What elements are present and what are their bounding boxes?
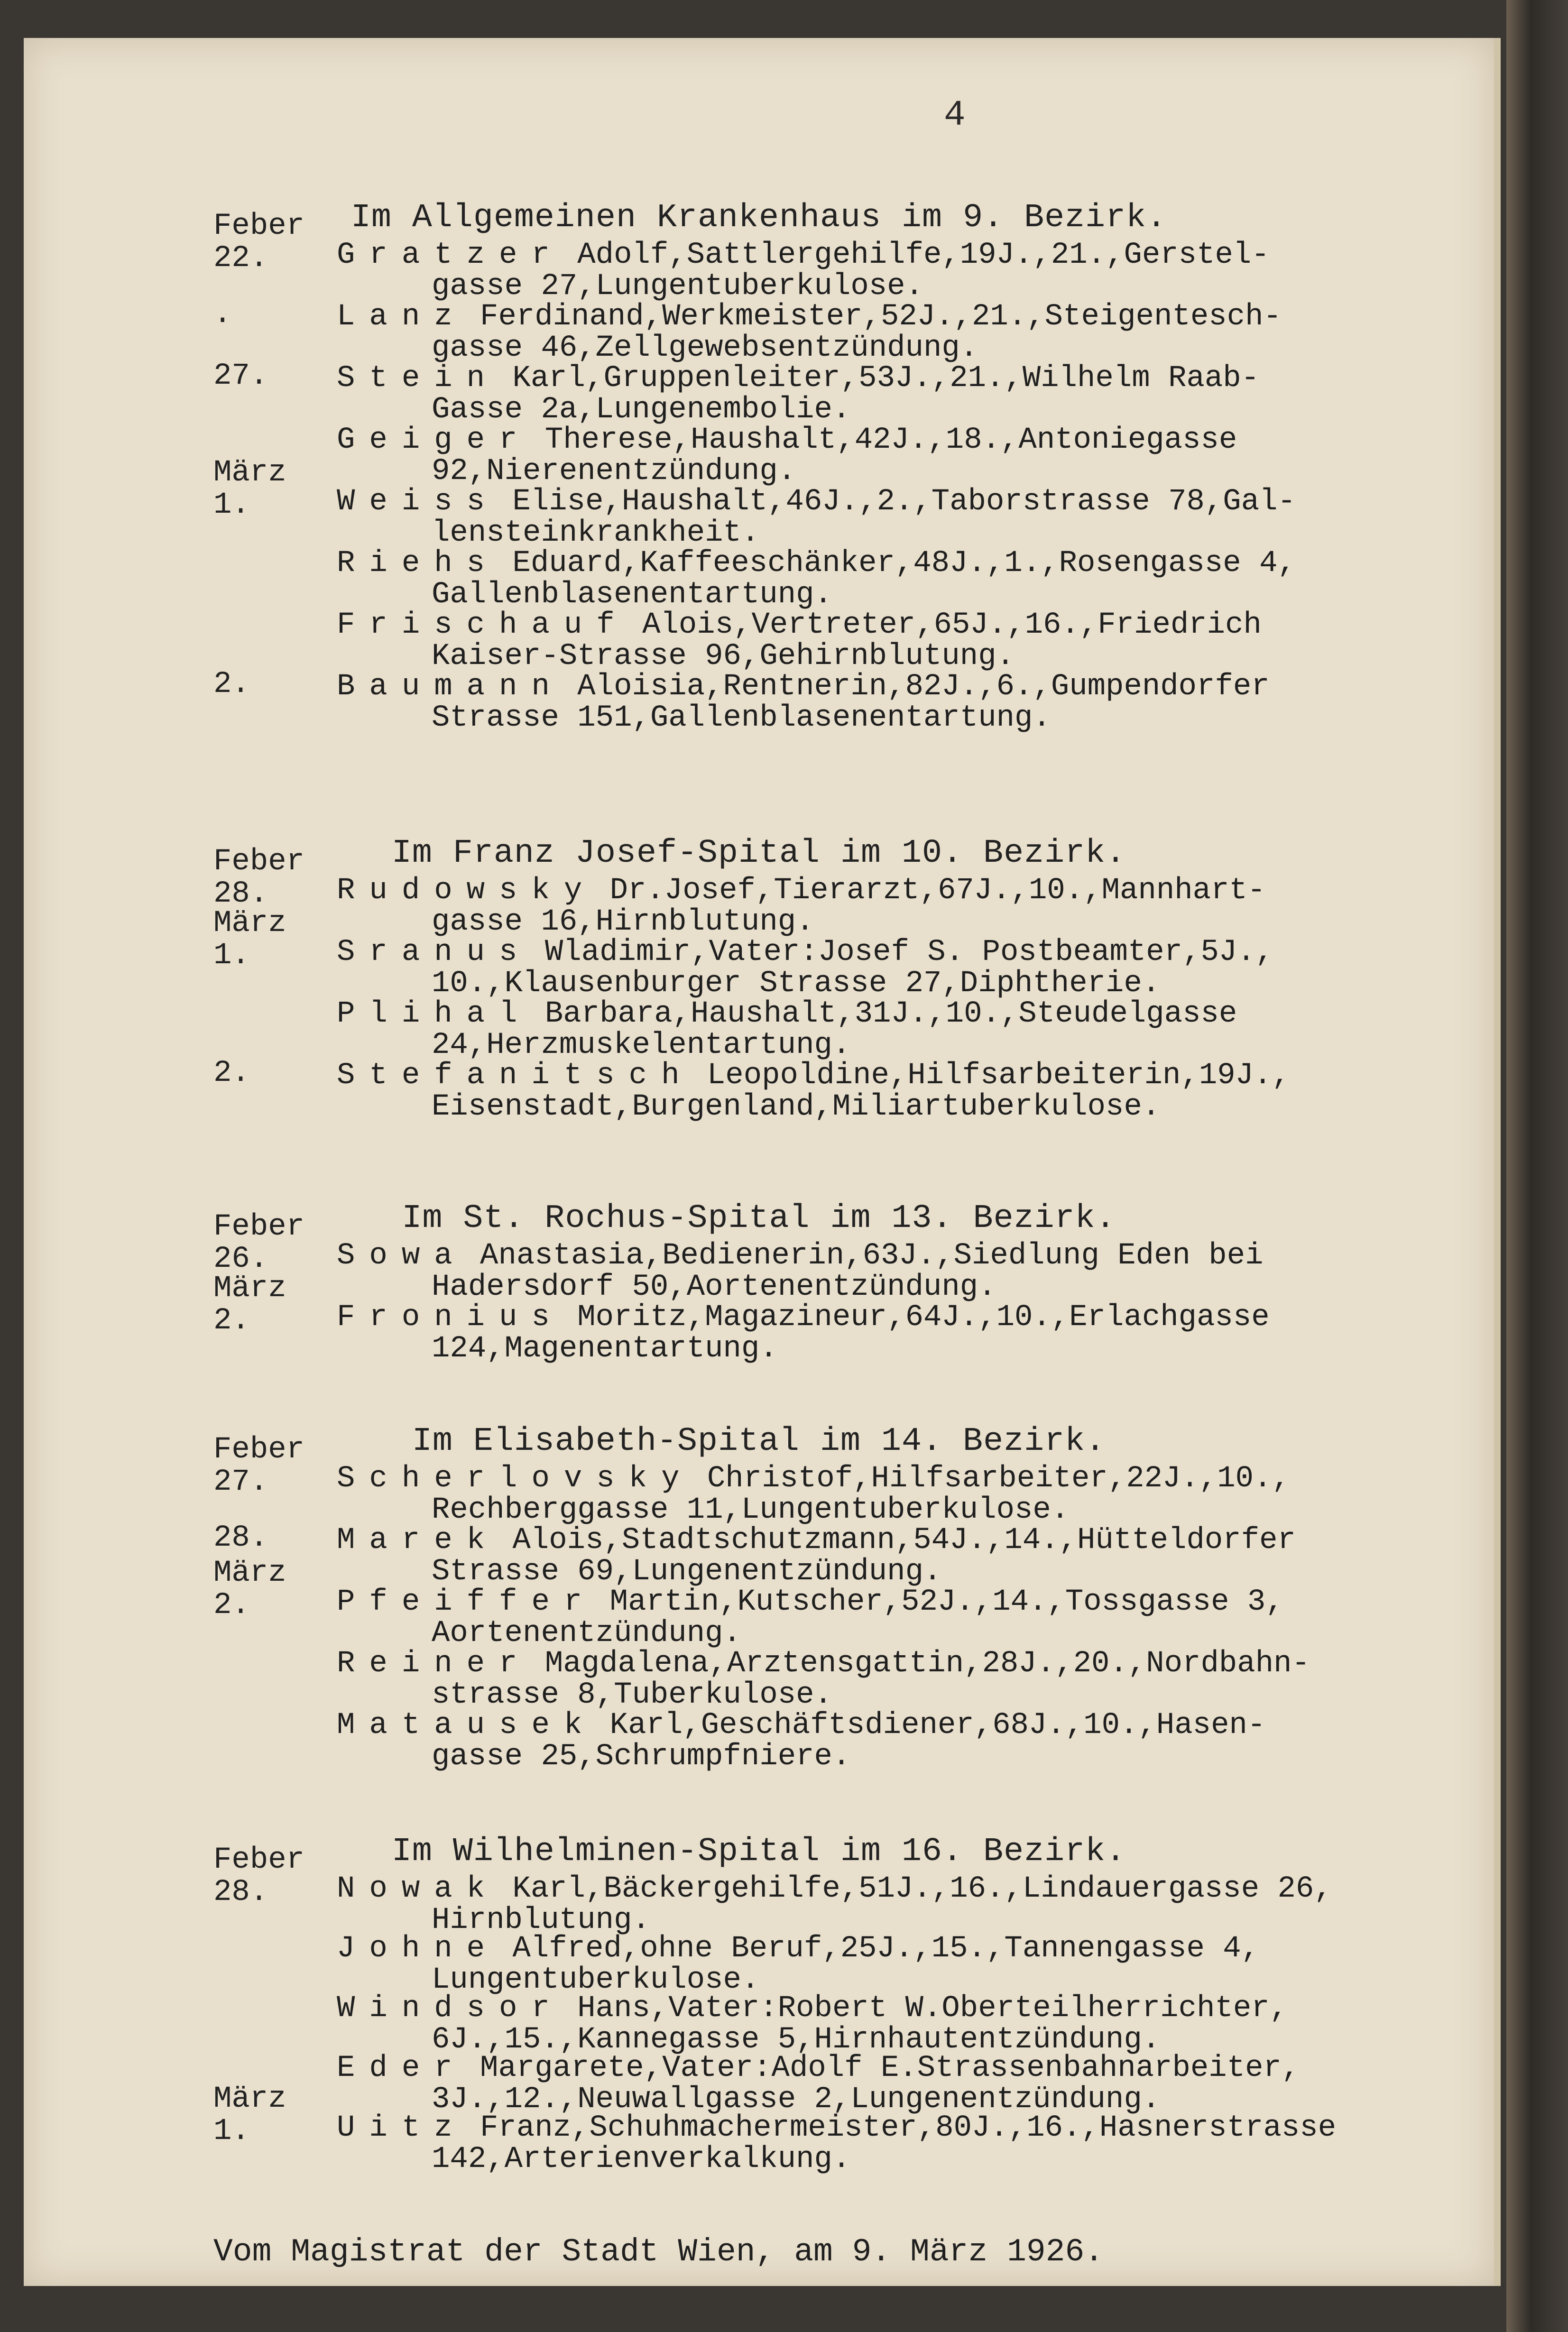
surname: Fronius [337,1300,564,1335]
entry-details: Christof,Hilfsarbeiter,22J.,10., [689,1462,1290,1496]
entry-line-2: Lungentuberkulose. [432,1963,760,1997]
entry-line-1 [337,937,1437,968]
entry-line-1 [337,1710,1437,1741]
entry-line-1 [337,301,1437,332]
section-heading: Im Allgemeinen Krankenhaus im 9. Bezirk. [350,199,1167,237]
entry-details: Moritz,Magazineur,64J.,10.,Erlachgasse [559,1300,1270,1335]
death-entry [24,359,1494,427]
surname: Matausek [337,1708,597,1742]
surname: Stefanitsch [337,1059,694,1093]
entry-details: Alois,Vertreter,65J.,16.,Friedrich [624,608,1262,642]
entry-date: Feber 28. [213,845,305,911]
entry-details: Karl,Bäckergehilfe,51J.,16.,Lindauergasse 26, [494,1872,1332,1906]
entry-line-2: Kaiser-Strasse 96,Gehirnblutung. [432,639,1015,673]
entry-date: März 1. [213,456,286,522]
entry-details: Alois,Stadtschutzmann,54J.,14.,Hütteldorfer [494,1523,1296,1558]
entry-text [337,1525,1437,1587]
entry-text [337,548,1437,610]
entry-details: Karl,Gruppenleiter,53J.,21.,Wilhelm Raab- [494,361,1260,396]
entry-line-2: lensteinkrankheit. [432,516,760,550]
death-entry [24,998,1494,1060]
entry-details: Margarete,Vater:Adolf E.Strassenbahnarbeiter, [461,2051,1300,2085]
surname: Johne [337,1932,499,1966]
surname: Geiger [337,423,532,457]
entry-line-2: gasse 46,Zellgewebsentzündung. [432,331,978,365]
entry-line-1 [337,424,1437,456]
hospital-section [24,197,1494,733]
surname: Riehs [337,546,499,581]
entry-details: Barbara,Haushalt,31J.,10.,Steudelgasse [526,997,1237,1031]
entry-date: März 1. [213,906,286,973]
entry-line-2: gasse 27,Lungentuberkulose. [432,269,923,304]
entry-text [337,1933,1437,1996]
entry-text [337,1873,1437,1936]
entry-details: Aloisia,Rentnerin,82J.,6.,Gumpendorfer [559,670,1270,704]
section-heading: Im St. Rochus-Spital im 13. Bezirk. [402,1200,1116,1237]
surname: Sranus [337,935,532,969]
hospital-section [24,1420,1494,1774]
entry-line-2: gasse 25,Schrumpfniere. [432,1740,851,1774]
death-entry [24,1708,1494,1774]
entry-line-1 [337,363,1437,394]
footer-signature-line: Vom Magistrat der Stadt Wien, am 9. März 1926. [213,2234,1104,2270]
entry-text [337,1993,1437,2055]
section-heading: Im Elisabeth-Spital im 14. Bezirk. [412,1423,1106,1460]
entry-details: Wladimir,Vater:Josef S. Postbeamter,5J., [526,935,1274,969]
death-entry [24,1932,1494,1997]
entry-date: März 1. [213,2082,286,2148]
entry-text [337,1586,1437,1649]
surname: Nowak [337,1872,499,1906]
entry-line-2: Strasse 151,Gallenblasenentartung. [432,701,1051,735]
entry-line-1 [337,1586,1437,1618]
death-entry [24,1056,1494,1124]
book-binding [1506,0,1568,2332]
section-heading: Im Franz Josef-Spital im 10. Bezirk. [391,835,1126,872]
entry-details: Dr.Josef,Tierarzt,67J.,10.,Mannhart- [591,874,1266,908]
entry-line-2: Aortenentzündung. [432,1616,741,1650]
entry-line-1 [337,240,1437,271]
section-heading: Im Wilhelminen-Spital im 16. Bezirk. [391,1833,1126,1871]
entry-details: Elise,Haushalt,46J.,2.,Taborstrasse 78,Gal- [494,485,1296,519]
entry-line-1 [337,671,1437,702]
entry-line-2: Hadersdorf 50,Aortenentzündung. [432,1270,996,1304]
surname: Lanz [337,300,467,334]
surname: Windsor [337,1991,564,2026]
entry-details: Leopoldine,Hilfsarbeiterin,19J., [689,1059,1290,1093]
entry-text [337,998,1437,1061]
surname: Rudowsky [337,874,597,908]
page-number: 4 [944,95,966,136]
surname: Weiss [337,485,499,519]
entry-line-1 [337,1525,1437,1556]
entry-details: Ferdinand,Werkmeister,52J.,21.,Steigentesch- [461,300,1282,334]
entry-line-1 [337,1993,1437,2024]
death-entry [24,546,1494,612]
entry-line-2: 6J.,15.,Kannegasse 5,Hirnhautentzündung. [432,2023,1161,2057]
entry-line-2: Strasse 69,Lungenentzündung. [432,1555,942,1589]
entry-text [337,363,1437,425]
entry-date: März 2. [213,1556,286,1622]
entry-line-2: Rechberggasse 11,Lungentuberkulose. [432,1493,1070,1527]
entry-line-2: strasse 8,Tuberkulose. [432,1678,832,1712]
surname: Pfeiffer [337,1585,597,1619]
entry-line-1 [337,1240,1437,1272]
entry-details: Karl,Geschäftsdiener,68J.,10.,Hasen- [591,1708,1266,1742]
death-entry [24,1648,1494,1710]
entry-line-1 [337,875,1437,906]
entry-text [337,937,1437,999]
document-page [24,38,1501,2286]
entry-date: 28. [213,1521,268,1555]
entry-line-2: 3J.,12.,Neuwallgasse 2,Lungenentzündung. [432,2083,1161,2117]
hospital-section [24,1198,1494,1364]
entry-line-1 [337,2053,1437,2084]
entry-details: Hans,Vater:Robert W.Oberteilherrichter, [559,1991,1288,2026]
entry-line-2: gasse 16,Hirnblutung. [432,905,814,939]
entry-details: Alfred,ohne Beruf,25J.,15.,Tannengasse 4, [494,1932,1260,1966]
entry-details: Franz,Schuhmachermeister,80J.,16.,Hasnerstrasse [461,2111,1337,2145]
entry-text [337,1240,1437,1303]
entry-text [337,1302,1437,1364]
entry-details: Adolf,Sattlergehilfe,19J.,21.,Gerstel- [559,238,1270,272]
entry-line-2: 10.,Klausenburger Strasse 27,Diphtherie. [432,967,1161,1001]
entry-line-2: Eisenstadt,Burgenland,Miliartuberkulose. [432,1090,1161,1124]
entry-line-1 [337,2112,1437,2144]
entry-line-2: Hirnblutung. [432,1903,650,1937]
entry-line-1 [337,1463,1437,1494]
entry-date: Feber 26. [213,1210,305,1276]
entry-details: Eduard,Kaffeeschänker,48J.,1.,Rosengasse 4, [494,546,1296,581]
surname: Scherlovsky [337,1462,694,1496]
entry-details: Martin,Kutscher,52J.,14.,Tossgasse 3, [591,1585,1284,1619]
entry-line-1 [337,486,1437,517]
entry-text [337,301,1437,364]
entry-details: Therese,Haushalt,42J.,18.,Antoniegasse [526,423,1237,457]
entry-date: Feber 27. [213,1433,305,1499]
death-entry [24,609,1494,671]
entry-text [337,1060,1437,1123]
entry-date: März 2. [213,1272,286,1338]
entry-text [337,609,1437,672]
entry-date: . [213,297,232,332]
entry-line-1 [337,1302,1437,1333]
death-entry [24,1991,1494,2057]
entry-details: Magdalena,Arztensgattin,28J.,20.,Nordbahn- [526,1647,1310,1681]
entry-text [337,424,1437,487]
entry-text [337,1710,1437,1772]
surname: Marek [337,1523,499,1558]
entry-line-1 [337,1933,1437,1964]
entry-line-1 [337,1648,1437,1679]
entry-date: Feber 28. [213,1843,305,1909]
surname: Frischauf [337,608,629,642]
entry-line-2: 92,Nierenentzündung. [432,454,796,489]
entry-text [337,240,1437,302]
entry-line-2: 142,Arterienverkalkung. [432,2142,851,2176]
entry-line-1 [337,1060,1437,1091]
surname: Gratzer [337,238,564,272]
surname: Reiner [337,1647,532,1681]
entry-text [337,1648,1437,1711]
entry-line-1 [337,609,1437,641]
entry-text [337,2112,1437,2175]
surname: Sowa [337,1239,467,1273]
entry-text [337,875,1437,938]
surname: Plihal [337,997,532,1031]
surname: Baumann [337,670,564,704]
hospital-section [24,1831,1494,2176]
entry-details: Anastasia,Bedienerin,63J.,Siedlung Eden bei [461,1239,1264,1273]
entry-line-2: Gasse 2a,Lungenembolie. [432,393,851,427]
entry-line-2: 24,Herzmuskelentartung. [432,1028,851,1062]
surname: Uitz [337,2111,467,2145]
hospital-section [24,832,1494,1122]
entry-text [337,671,1437,734]
entry-text [337,1463,1437,1526]
entry-text [337,2053,1437,2115]
death-entry [24,297,1494,365]
surname: Stein [337,361,499,396]
entry-line-1 [337,548,1437,579]
entry-date: 2. [213,667,250,701]
death-entry [24,667,1494,735]
entry-date: Feber 22. [213,209,305,276]
entry-line-2: Gallenblasenentartung. [432,578,832,612]
entry-line-2: 124,Magenentartung. [432,1332,778,1366]
entry-date: 2. [213,1056,250,1090]
entry-date: 27. [213,359,268,393]
entry-line-1 [337,1873,1437,1905]
surname: Eder [337,2051,467,2085]
entry-text [337,486,1437,549]
entry-line-1 [337,998,1437,1030]
